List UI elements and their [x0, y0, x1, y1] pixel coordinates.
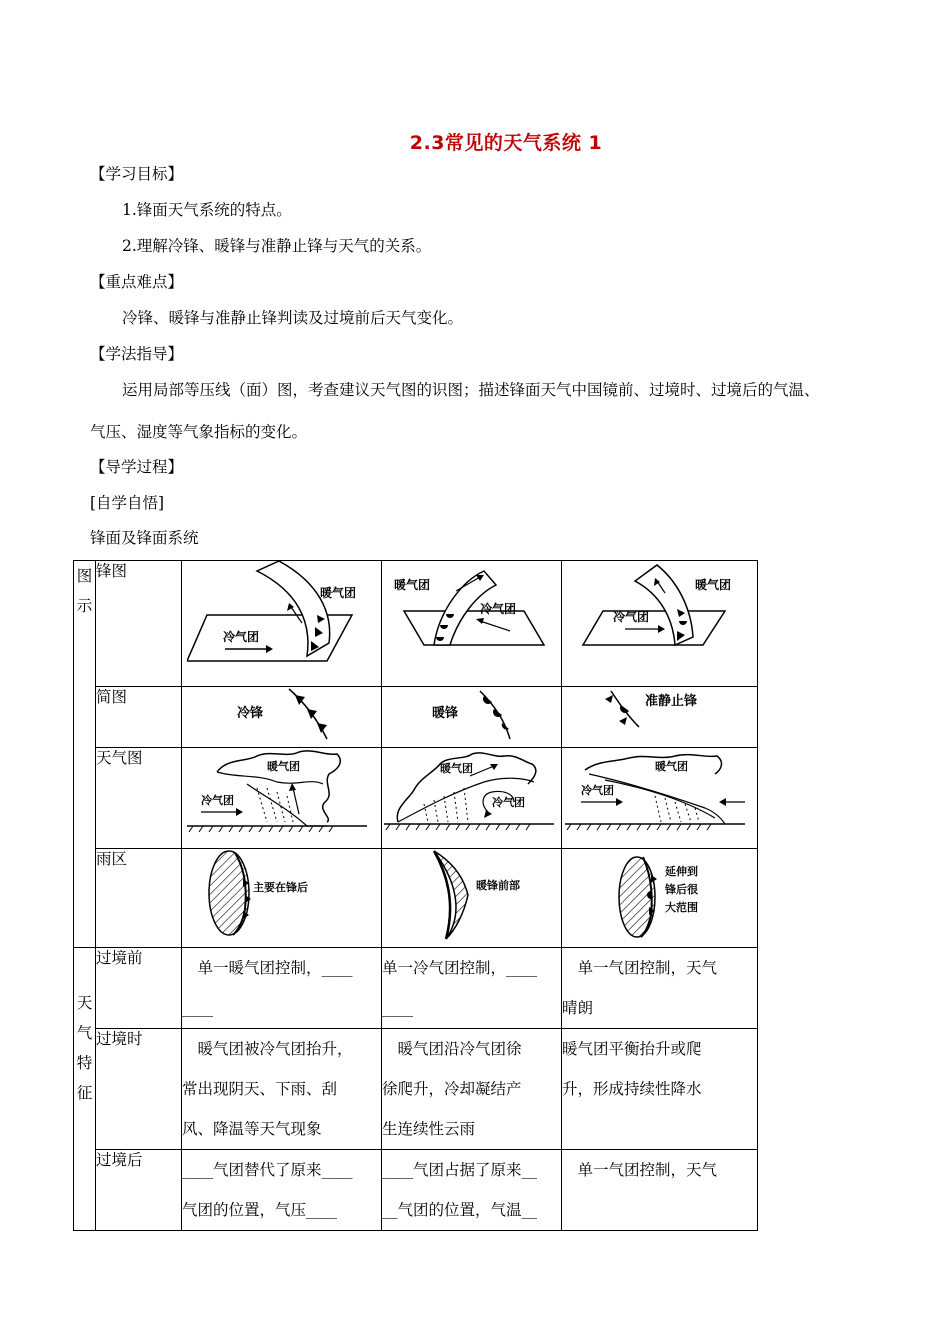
warm-front-rain-figure: [382, 849, 562, 948]
label-warm-air: 暖气团: [266, 760, 300, 773]
row-label-weather-map: 天气图: [96, 748, 182, 849]
front-systems-table: [73, 560, 758, 1231]
process-heading: 【导学过程】: [90, 458, 184, 476]
label-cold-air: 冷气团: [222, 630, 259, 644]
section-subtitle: 锋面及锋面系统: [90, 529, 199, 547]
cold-before-line-1: 单一暖气团控制，____: [182, 959, 353, 977]
cold-during-cell: [182, 1029, 382, 1150]
key-text: 冷锋、暖锋与准静止锋判读及过境前后天气变化。: [122, 309, 464, 327]
warm-front-weather-figure: [382, 748, 562, 849]
cold-front-symbol-figure: [182, 687, 382, 748]
stationary-during-line-2: 升，形成持续性降水: [562, 1080, 702, 1098]
label-warm-air: 暖气团: [439, 762, 473, 775]
row-label-rain-area: 雨区: [96, 849, 182, 948]
side-label-weather: 天气特征: [76, 994, 93, 1102]
label-cold-front: 冷锋: [236, 706, 263, 721]
row-label-simple: 简图: [96, 687, 182, 748]
label-cold-air: 冷气团: [491, 796, 525, 809]
goals-heading: 【学习目标】: [90, 165, 184, 183]
label-warm-air: 暖气团: [319, 586, 356, 600]
rain-label-stationary-2: 锋后很: [664, 883, 698, 896]
label-cold-air: 冷气团: [612, 610, 649, 624]
goal-2: 2.理解冷锋、暖锋与准静止锋与天气的关系。: [122, 237, 432, 255]
rain-label-stationary-3: 大范围: [664, 901, 698, 914]
warm-before-cell: [382, 948, 562, 1029]
diagram-side-cell: [74, 561, 96, 948]
warm-front-symbol-figure: [382, 687, 562, 748]
warm-after-line-1: ____气团占据了原来__: [382, 1161, 538, 1179]
label-warm-air: 暖气团: [654, 760, 688, 773]
method-heading: 【学法指导】: [90, 345, 184, 363]
rain-label-stationary-1: 延伸到: [664, 865, 698, 878]
stationary-after-line-1: 单一气团控制，天气: [562, 1161, 718, 1179]
warm-front-3d-figure: [382, 561, 562, 687]
label-stationary-front: 准静止锋: [644, 694, 697, 709]
page-title: 2.3常见的天气系统 1: [409, 132, 603, 154]
warm-after-cell: [382, 1150, 562, 1231]
warm-after-line-2: __气团的位置，气温__: [382, 1201, 538, 1219]
label-warm-air: 暖气团: [393, 578, 430, 592]
stationary-during-line-1: 暖气团平衡抬升或爬: [562, 1040, 702, 1058]
stationary-front-rain-figure: [562, 849, 758, 948]
side-label-diagram: 图示: [76, 567, 93, 615]
weather-side-cell: [74, 948, 96, 1231]
row-label-before: 过境前: [96, 948, 182, 1029]
warm-during-cell: [382, 1029, 562, 1150]
warm-during-line-1: 暖气团沿冷气团徐: [382, 1040, 522, 1058]
label-warm-air: 暖气团: [694, 578, 731, 592]
stationary-front-3d-figure: [562, 561, 758, 687]
key-heading: 【重点难点】: [90, 273, 184, 291]
cold-before-line-2: ____: [182, 999, 213, 1017]
stationary-front-weather-figure: [562, 748, 758, 849]
method-line-2: 气压、湿度等气象指标的变化。: [90, 423, 308, 441]
stationary-front-symbol-figure: [562, 687, 758, 748]
stationary-during-cell: [562, 1029, 758, 1150]
cold-front-3d-figure: [182, 561, 382, 687]
warm-during-line-2: 徐爬升，冷却凝结产: [382, 1080, 522, 1098]
self-study-label: [自学自悟]: [90, 494, 165, 512]
row-label-during: 过境时: [96, 1029, 182, 1150]
label-warm-front: 暖锋: [431, 706, 458, 721]
row-label-front-diagram: 锋图: [96, 561, 182, 687]
row-label-after: 过境后: [96, 1150, 182, 1231]
cold-after-line-2: 气团的位置，气压____: [182, 1201, 338, 1219]
stationary-before-cell: [562, 948, 758, 1029]
cold-during-line-1: 暖气团被冷气团抬升，: [182, 1040, 353, 1058]
rain-label-cold: 主要在锋后: [252, 881, 308, 894]
label-cold-air: 冷气团: [200, 794, 234, 807]
warm-before-line-1: 单一冷气团控制，____: [382, 959, 538, 977]
cold-after-line-1: ____气团替代了原来____: [182, 1161, 353, 1179]
cold-front-weather-figure: [182, 748, 382, 849]
rain-label-warm: 暖锋前部: [475, 879, 520, 892]
cold-after-cell: [182, 1150, 382, 1231]
method-line-1: 运用局部等压线（面）图，考查建议天气图的识图；描述锋面天气中国镜前、过境时、过境后的气温、: [122, 381, 820, 399]
warm-during-line-3: 生连续性云雨: [382, 1120, 476, 1138]
label-cold-air: 冷气团: [479, 602, 516, 616]
warm-before-line-2: ____: [382, 999, 413, 1017]
cold-during-line-3: 风、降温等天气现象: [182, 1120, 322, 1138]
cold-before-cell: [182, 948, 382, 1029]
stationary-before-line-1: 单一气团控制，天气: [562, 959, 718, 977]
goal-1: 1.锋面天气系统的特点。: [122, 201, 292, 219]
cold-front-rain-figure: [182, 849, 382, 948]
cold-during-line-2: 常出现阴天、下雨、刮: [182, 1080, 338, 1098]
stationary-before-line-2: 晴朗: [562, 999, 594, 1017]
label-cold-air: 冷气团: [580, 784, 614, 797]
stationary-after-cell: [562, 1150, 758, 1231]
